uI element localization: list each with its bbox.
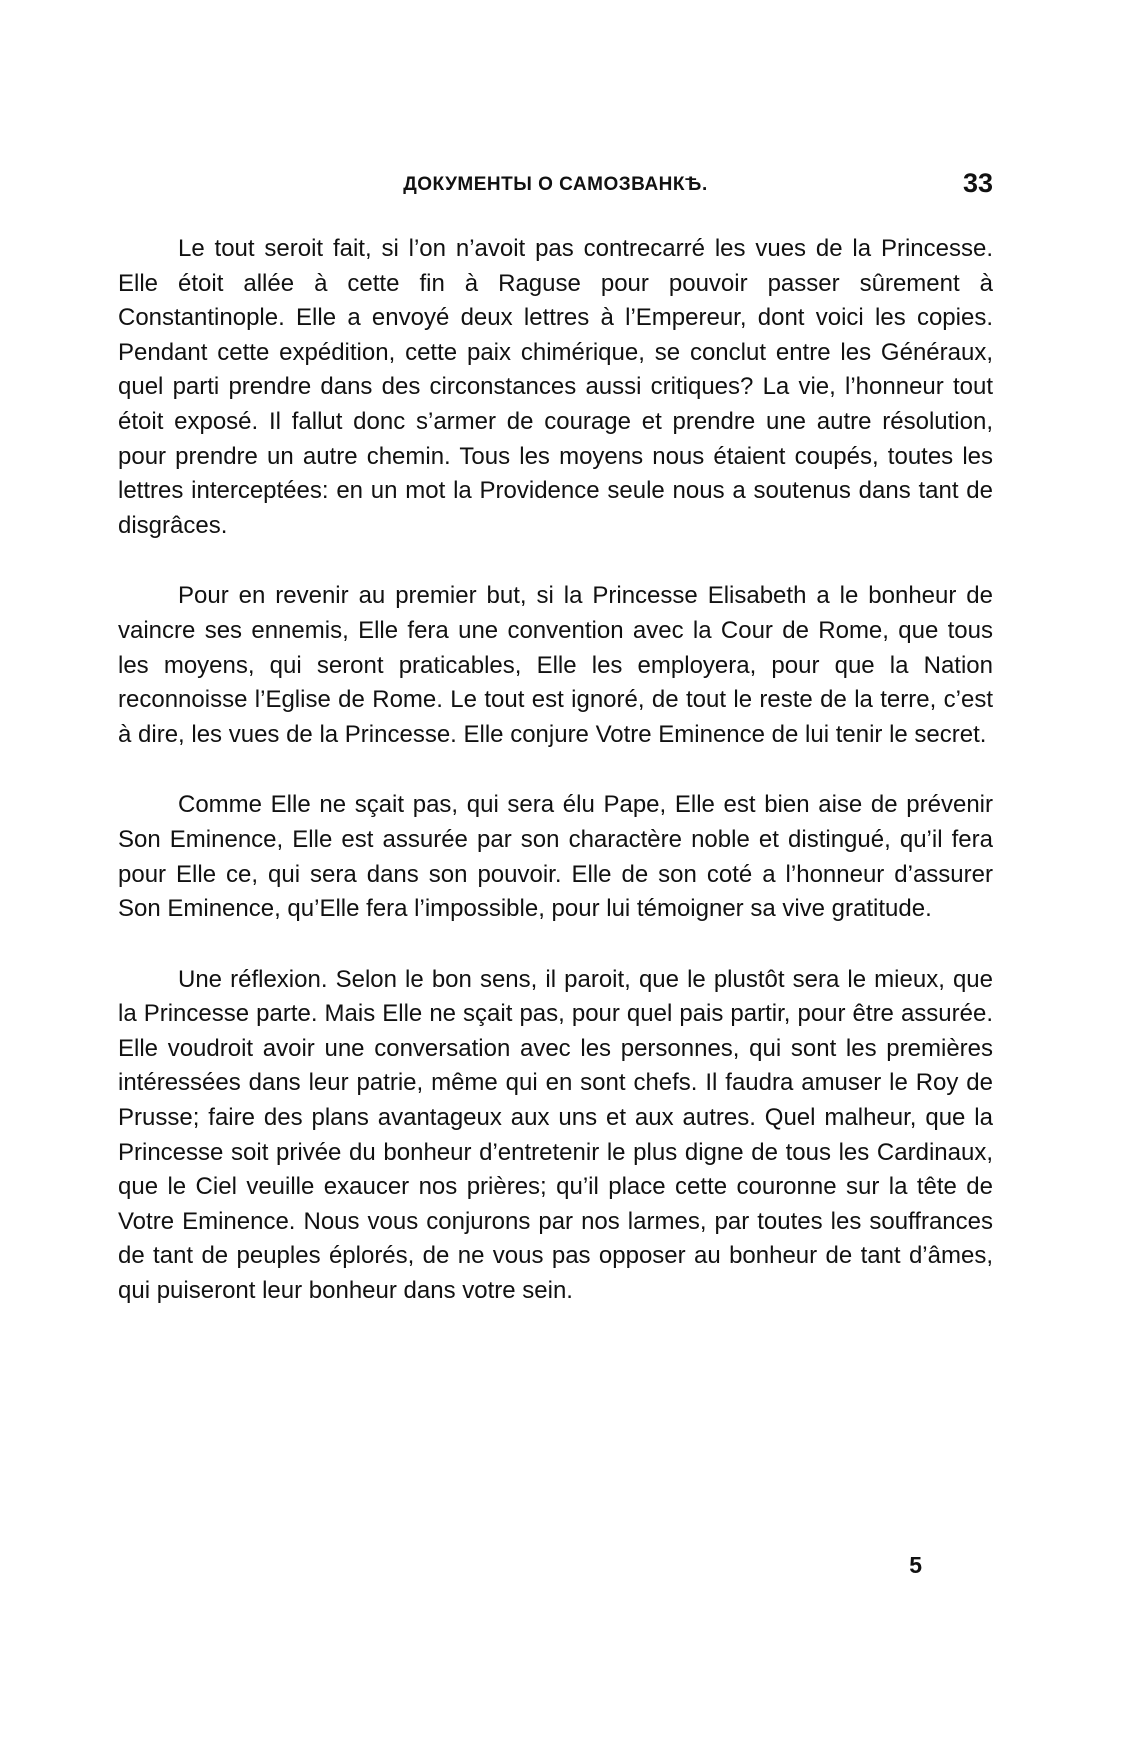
paragraph-4: Une réflexion. Selon le bon sens, il paroit, que le plustôt sera le mieux, que la Princesse parte. Mais Elle ne sçait pas, pour quel pais partir, pour être assurée. Elle voudroit avoir une conversation avec les personnes, qui sont les premières intéressées dans leur patrie, même qui en sont chefs. Il faudra amuser le Roy de Prusse; faire des plans avantageux aux uns et aux autres. Quel malheur, que la Princesse soit privée du bonheur d’entretenir le plus digne de tous les Cardinaux, que le Ciel veuille exaucer nos prières; qu’il place cette couronne sur la tête de Votre Eminence. Nous vous conjurons par nos larmes, par toutes les souffrances de tant de peuples éplorés, de ne vous pas opposer au bonheur de tant d’âmes, qui puiseront leur bonheur dans votre sein. [118,965,993,1305]
running-title: ДОКУМЕНТЫ О САМОЗВАНКѢ. [403,174,708,195]
page-number: 33 [962,168,993,198]
paragraph-2: Pour en revenir au premier but, si la Princesse Elisabeth a le bonheur de vaincre ses ennemis, Elle fera une convention avec la Cour de Rome, que tous les moyens, qui seront praticables, Elle les employera, pour que la Nation reconnoisse l’Eglise de Rome. Le tout est ignoré, de tout le reste de la terre, c’est à dire, les vues de la Princesse. Elle conjure Votre Eminence de lui tenir le secret. [118,582,993,748]
signature-mark: 5 [909,1552,922,1578]
page-header [118,168,993,208]
paragraph-3: Comme Elle ne sçait pas, qui sera élu Pape, Elle est bien aise de prévenir Son Eminence, Elle est assurée par son charactère noble et distingué, qu’il fera pour Elle ce, qui sera dans son pouvoir. Elle de son coté a l’honneur d’assurer Son Eminence, qu’Elle fera l’impossible, pour lui témoigner sa vive gratitude. [118,791,993,923]
paragraph-1: Le tout seroit fait, si l’on n’avoit pas contrecarré les vues de la Princesse. Elle étoit allée à cette fin à Raguse pour pouvoir passer sûrement à Constantinople. Elle a envoyé deux lettres à l’Empereur, dont voici les copies. Pendant cette expédition, cette paix chimérique, se conclut entre les Généraux, quel parti prendre dans des circonstances aussi critiques? La vie, l’honneur tout étoit exposé. Il fallut donc s’armer de courage et prendre une autre résolution, pour prendre un autre chemin. Tous les moyens nous étaient coupés, toutes les lettres interceptées: en un mot la Providence seule nous a soutenus dans tant de disgrâces. [118,235,993,539]
body-text [118,232,993,1309]
